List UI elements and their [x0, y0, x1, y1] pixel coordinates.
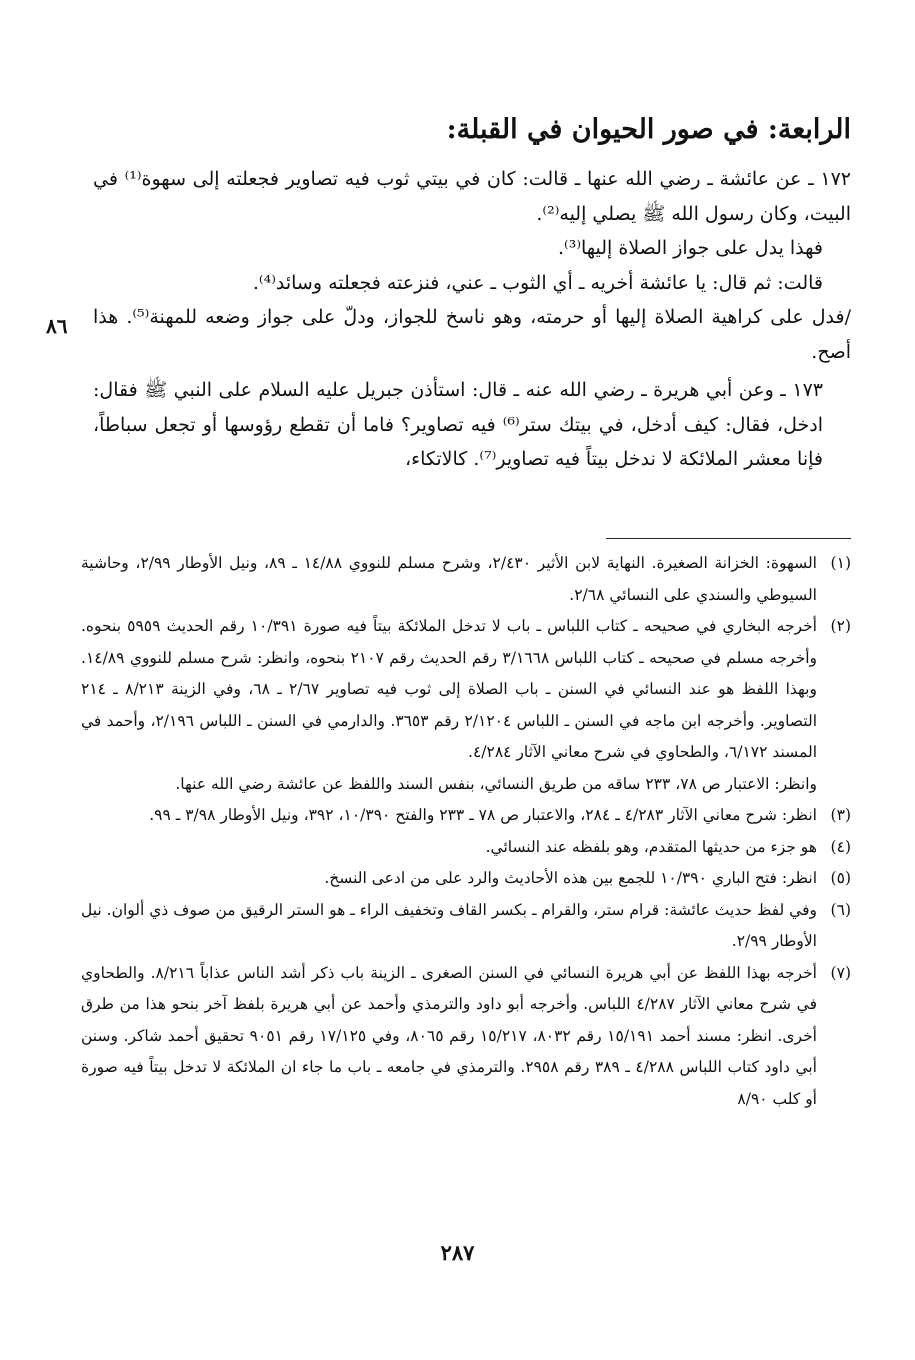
paragraph-comment-1: فهذا يدل على جواز الصلاة إليها⁽³⁾.: [557, 237, 823, 259]
page-number: ٢٨٧: [440, 1240, 475, 1265]
footnote-2-continuation: وانظر: الاعتبار ص ٧٨، ٢٣٣ ساقه من طريق النسائي، بنفس السند واللفظ عن عائشة رضي الله عنها.: [175, 774, 817, 793]
footnote-number: (١): [830, 554, 851, 572]
footnote-number: (٥): [830, 869, 851, 887]
paragraph-comment-2: قالت: ثم قال: يا عائشة أخريه ـ أي الثوب ـ عني، فنزعته فجعلته وسائد⁽⁴⁾.: [252, 271, 823, 294]
footnote-text: أخرجه البخاري في صحيحه ـ كتاب اللباس ـ باب لا تدخل الملائكة بيتاً فيه صورة ١٠/٣٩١ رقم الحديث ٥٩٥٩ بنحوه. وأخرجه مسلم في صحيحه ـ كتاب اللباس ٣/١٦٦٨ رقم الحديث رقم ٢١٠٧ بنحوه، وانظر: شرح مسلم للنووي ١٤/٨٩. وبهذا اللفظ هو عند النسائي في السنن ـ باب الصلاة إلى ثوب فيه تصاوير ٢/٦٧ ـ ٦٨، وفي الزينة ٨/٢١٣ ـ ٢١٤ التصاوير. وأخرجه ابن ماجه في السنن ـ اللباس ٢/١٢٠٤ رقم ٣٦٥٣. والدارمي في السنن ـ اللباس ٢/١٩٦، وأحمد في المسند ٦/١٧٢، والطحاوي في شرح معاني الآثار ٤/٢٨٤.: [81, 617, 818, 761]
footnote-7: [81, 958, 851, 1116]
footnote-text: هو جزء من حديثها المتقدم، وهو بلفظه عند النسائي.: [485, 837, 817, 856]
footnote-separator: [606, 538, 851, 539]
paragraph-comment-3: /فدل على كراهية الصلاة إليها أو حرمته، وهو ناسخ للجواز، ودلّ على جواز وضعه للمهنة⁽⁵⁾. هذا أصح.: [93, 306, 851, 363]
margin-page-reference: ٨٦: [46, 314, 68, 338]
footnote-1: [81, 548, 851, 611]
footnote-number: (٤): [830, 837, 851, 856]
footnote-text: وفي لفظ حديث عائشة: قرام ستر، والقرام ـ بكسر القاف وتخفيف الراء ـ هو الستر الرقيق من صوف ذي ألوان. نيل الأوطار ٢/٩٩.: [81, 900, 817, 950]
footnote-4: [81, 832, 851, 864]
footnote-text: السهوة: الخزانة الصغيرة. النهاية لابن الأثير ٢/٤٣٠، وشرح مسلم للنووي ١٤/٨٨ ـ ٨٩، ونيل الأوطار ٢/٩٩، وحاشية السيوطي والسندي على النسائي ٢/٦٨.: [81, 554, 817, 604]
footnote-text: أخرجه بهذا اللفظ عن أبي هريرة النسائي في السنن الصغرى ـ الزينة باب ذكر أشد الناس عذاباً ٨/٢١٦. والطحاوي في شرح معاني الآثار ٤/٢٨٧ اللباس. وأخرجه أبو داود والترمذي وأحمد عن أبي هريرة بلفظ آخر بنحو هذا من طرق أخرى. انظر: مسند أحمد ١٥/١٩١ رقم ٨٠٣٢، ١٥/٢١٧ رقم ٨٠٦٥، وفي ١٧/١٢٥ رقم ٩٠٥١ تحقيق أحمد شاكر. وسنن أبي داود كتاب اللباس ٤/٢٨٨ ـ ٣٨٩ رقم ٢٩٥٨. والترمذي في جامعه ـ باب ما جاء ان الملائكة لا تدخل بيتاً فيه صورة أو كلب ٨/٩٠: [81, 963, 817, 1108]
footnote-3: [81, 800, 851, 832]
footnotes: [81, 548, 851, 1115]
footnote-6: [81, 895, 851, 958]
footnote-text: انظر: فتح الباري ١٠/٣٩٠ للجمع بين هذه الأحاديث والرد على من ادعى النسخ.: [324, 869, 817, 887]
paragraph-hadith-173: ١٧٣ ـ وعن أبي هريرة ـ رضي الله عنه ـ قال: استأذن جبريل عليه السلام على النبي ﷺ فقال: ادخل، فقال: كيف أدخل، في بيتك ستر⁽⁶⁾ فيه تصاوير؟ فاما أن تقطع رؤوسها أو تجعل سباطاً، فإنا معشر الملائكة لا ندخل بيتاً فيه تصاوير⁽⁷⁾. كالاتكاء،: [93, 379, 823, 470]
footnote-number: (٢): [830, 617, 851, 635]
footnote-number: (٦): [830, 900, 851, 919]
footnote-number: (٣): [830, 806, 851, 824]
footnote-5: [81, 863, 851, 895]
section-heading: الرابعة: في صور الحيوان في القبلة:: [446, 114, 851, 145]
footnote-number: (٧): [830, 963, 851, 982]
footnote-2: [81, 611, 851, 769]
footnote-text: انظر: شرح معاني الآثار ٤/٢٨٣ ـ ٢٨٤، والاعتبار ص ٧٨ ـ ٢٣٣ والفتح ١٠/٣٩٠، ٣٩٢، ونيل الأوطار ٣/٩٨ ـ ٩٩.: [149, 806, 817, 824]
paragraph-hadith-172: ١٧٢ ـ عن عائشة ـ رضي الله عنها ـ قالت: كان في بيتي ثوب فيه تصاوير فجعلته إلى سهوة⁽¹⁾ في البيت، وكان رسول الله ﷺ يصلي إليه⁽²⁾.: [93, 168, 851, 225]
main-text: [93, 162, 851, 477]
